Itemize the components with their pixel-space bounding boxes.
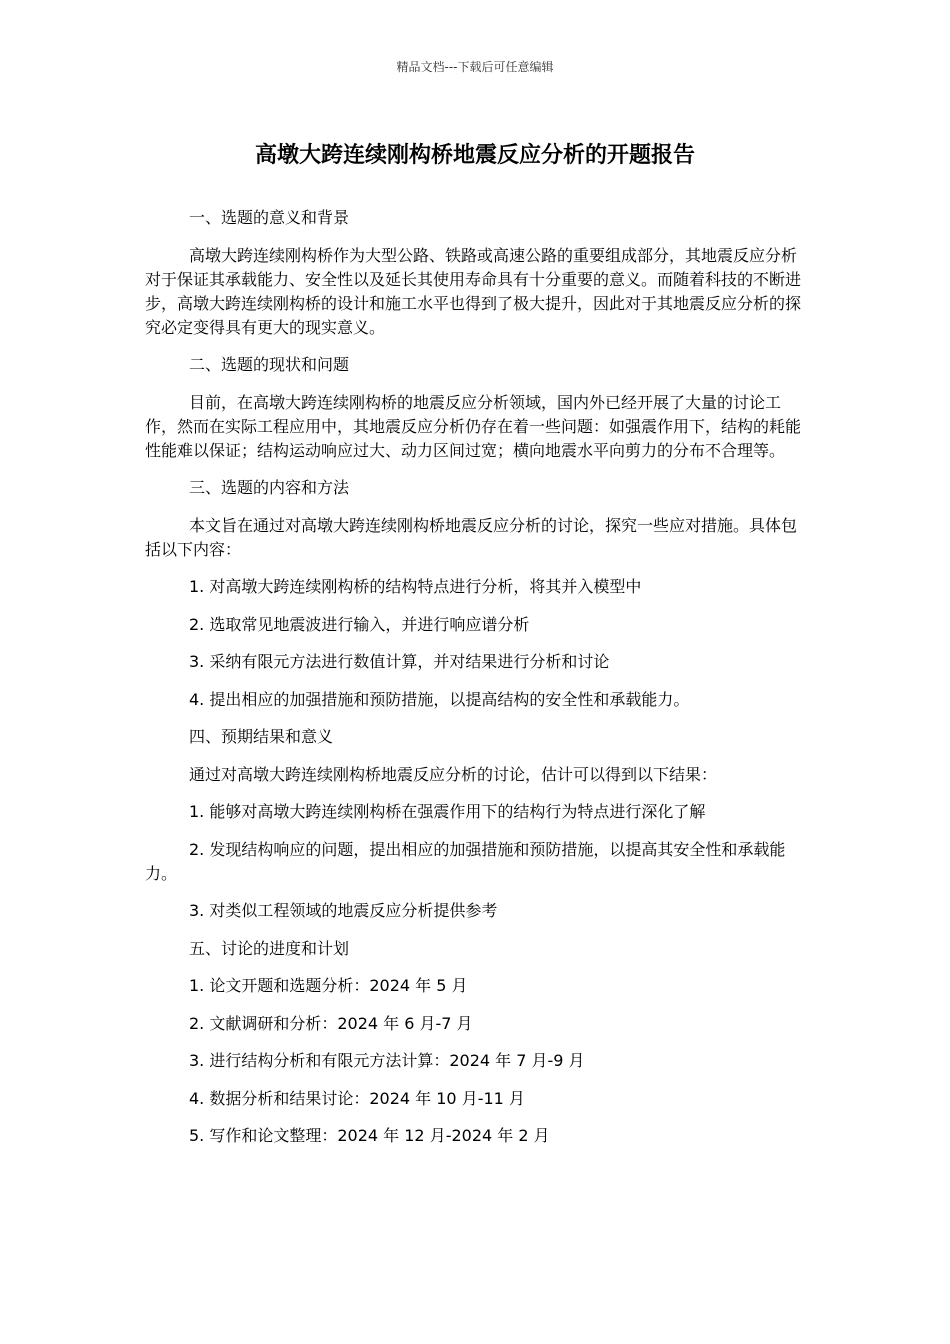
paragraph-expected-intro: 通过对高墩大跨连续刚构桥地震反应分析的讨论，估计可以得到以下结果： <box>189 764 718 784</box>
schedule-item: 4. 数据分析和结果讨论：2024 年 10 月-11 月 <box>189 1088 525 1108</box>
paragraph-content-intro: 本文旨在通过对高墩大跨连续刚构桥地震反应分析的讨论，探究一些应对措施。具体包括以下内容： <box>145 515 798 559</box>
section-heading-1: 一、选题的意义和背景 <box>189 208 350 227</box>
paragraph-significance: 高墩大跨连续刚构桥作为大型公路、铁路或高速公路的重要组成部分，其地震反应分析对于保证其承载能力、安全性以及延长其使用寿命具有十分重要的意义。而随着科技的不断进步，高墩大跨连续刚构桥的设计和施工水平也得到了极大提升，因此对于其地震反应分析的探究必定变得具有更大的现实意义。 <box>145 245 802 337</box>
schedule-item: 3. 进行结构分析和有限元方法计算：2024 年 7 月-9 月 <box>189 1051 585 1070</box>
list-item: 2. 选取常见地震波进行输入，并进行响应谱分析 <box>189 614 530 634</box>
schedule-item: 2. 文献调研和分析：2024 年 6 月-7 月 <box>189 1013 473 1033</box>
list-item: 3. 采纳有限元方法进行数值计算，并对结果进行分析和讨论 <box>189 652 610 671</box>
section-heading-5: 五、讨论的进度和计划 <box>189 938 350 958</box>
section-heading-3: 三、选题的内容和方法 <box>189 478 350 497</box>
document-title: 高墩大跨连续刚构桥地震反应分析的开题报告 <box>254 143 695 168</box>
list-item: 4. 提出相应的加强措施和预防措施，以提高结构的安全性和承载能力。 <box>189 689 690 709</box>
list-item: 1. 对高墩大跨连续刚构桥的结构特点进行分析，将其并入模型中 <box>189 577 642 596</box>
schedule-item: 1. 论文开题和选题分析：2024 年 5 月 <box>189 976 468 995</box>
document-body <box>145 206 805 1162</box>
section-heading-2: 二、选题的现状和问题 <box>189 355 350 374</box>
list-item: 2. 发现结构响应的问题，提出相应的加强措施和预防措施，以提高其安全性和承载能力。 <box>145 839 786 883</box>
list-item: 1. 能够对高墩大跨连续刚构桥在强震作用下的结构行为特点进行深化了解 <box>189 802 706 821</box>
list-item: 3. 对类似工程领域的地震反应分析提供参考 <box>189 901 498 920</box>
paragraph-status: 目前，在高墩大跨连续刚构桥的地震反应分析领域，国内外已经开展了大量的讨论工作，然而在实际工程应用中，其地震反应分析仍存在着一些问题：如强震作用下，结构的耗能性能难以保证；结构运动响应过大、动力区间过宽；横向地震水平向剪力的分布不合理等。 <box>145 392 802 460</box>
schedule-item: 5. 写作和论文整理：2024 年 12 月-2024 年 2 月 <box>189 1126 550 1145</box>
section-heading-4: 四、预期结果和意义 <box>189 727 334 746</box>
page-header-note: 精品文档---下载后可任意编辑 <box>396 60 554 74</box>
